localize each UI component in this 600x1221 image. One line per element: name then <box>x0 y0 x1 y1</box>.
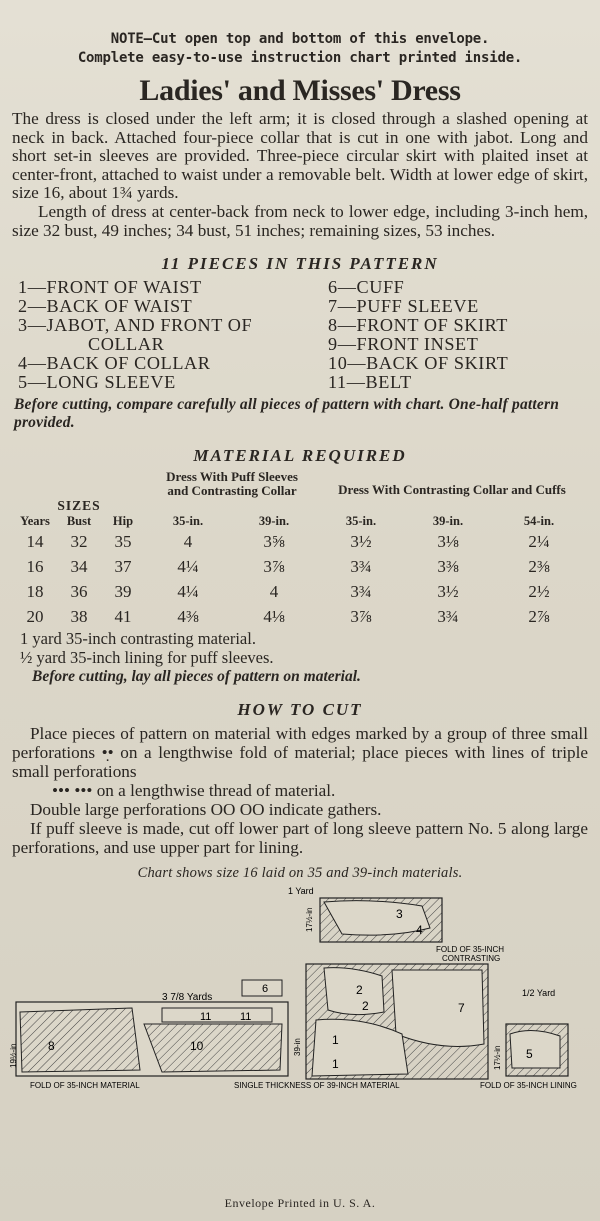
group-contrasting-cuffs-header: Dress With Contrasting Collar and Cuffs <box>338 482 566 498</box>
pieces-right-column <box>328 278 588 392</box>
svg-text:1: 1 <box>332 1057 339 1072</box>
col-39in-b: 39-in. <box>432 514 464 529</box>
piece-item: 2—BACK OF WAIST <box>18 296 193 317</box>
piece-shape <box>324 901 430 938</box>
svg-text:8: 8 <box>48 1039 55 1054</box>
fold-35-lining-label: FOLD OF 35-INCH LINING <box>480 1081 577 1091</box>
pieces-list <box>12 278 588 392</box>
table-row: 18 36 39 4¼ 4 3¾ 3½ 2½ <box>26 582 550 602</box>
svg-text:10: 10 <box>190 1039 204 1054</box>
how-to-cut-paragraph-3: If puff sleeve is made, cut off lower part of long sleeve pattern No. 5 along large perforations, and use upper part for lining. <box>12 819 588 858</box>
piece-item: 6—CUFF <box>328 277 405 298</box>
material-heading: MATERIAL REQUIRED <box>193 446 407 466</box>
description-paragraph-2: Length of dress at center-back from neck to lower edge, including 3-inch hem, size 32 bust, 49 inches; 34 bust, 51 inches; remaining sizes, 53 inches. <box>12 201 588 240</box>
piece-shape <box>20 1008 140 1072</box>
col-54in: 54-in. <box>523 514 555 529</box>
pieces-left-column <box>18 278 328 392</box>
single-39-label: SINGLE THICKNESS OF 39-INCH MATERIAL <box>234 1081 400 1091</box>
piece-item: 7—PUFF SLEEVE <box>328 296 479 317</box>
col-39in-a: 39-in. <box>258 514 290 529</box>
col-bust: Bust <box>66 514 92 529</box>
svg-text:39-in: 39-in <box>293 1038 302 1057</box>
group-puff-sleeves-header: Dress With Puff Sleeves and Contrasting Collar <box>166 469 298 499</box>
description-paragraph-1: The dress is closed under the left arm; it is closed through a slashed opening at neck in back. Attached four-piece collar that is cut in one with jabot. Long and short set-in sleeves are provided. Three-piece circular skirt with plaited inset at center-front, attached to waist under a removable belt. Width at lower edge of skirt, size 16, about 1¾ yards. <box>12 109 588 203</box>
svg-text:FOLD OF 35-INCH: FOLD OF 35-INCH <box>436 945 505 955</box>
svg-text:CONTRASTING: CONTRASTING <box>442 954 501 964</box>
col-35in-b: 35-in. <box>345 514 377 529</box>
piece-shape <box>510 1031 560 1069</box>
lining-note: ½ yard 35-inch lining for puff sleeves. <box>20 648 274 668</box>
piece-item: 10—BACK OF SKIRT <box>328 353 509 374</box>
chart-note: Chart shows size 16 laid on 35 and 39-inch materials. <box>137 865 463 882</box>
piece-item: 4—BACK OF COLLAR <box>18 353 211 374</box>
svg-text:17½-in: 17½-in <box>493 1045 502 1071</box>
how-to-cut-paragraph-1: Place pieces of pattern on material with edges marked by a group of three small perforations •̣• on a lengthwise fold of material; place pieces with lines of triple small perforations ••• ••• on a lengthwise thread of material. <box>12 724 588 801</box>
svg-text:1: 1 <box>332 1033 339 1048</box>
svg-text:1/2 Yard: 1/2 Yard <box>522 988 556 999</box>
piece-shape <box>324 968 384 1015</box>
piece-item: 8—FRONT OF SKIRT <box>328 315 508 336</box>
svg-text:2: 2 <box>362 999 369 1014</box>
contrasting-material-note: 1 yard 35-inch contrasting material. <box>20 629 256 649</box>
svg-text:11: 11 <box>200 1011 212 1024</box>
piece-item: 5—LONG SLEEVE <box>18 372 176 393</box>
piece-shape <box>392 970 484 1046</box>
fold-35-label: FOLD OF 35-INCH MATERIAL <box>30 1081 140 1091</box>
piece-item: 9—FRONT INSET <box>328 334 479 355</box>
piece-item-continuation: COLLAR <box>88 334 165 355</box>
col-hip: Hip <box>112 514 134 529</box>
table-row: 14 32 35 4 3⅝ 3½ 3⅛ 2¼ <box>26 532 550 552</box>
svg-text:17½-in: 17½-in <box>305 907 314 933</box>
printed-in-usa-footer: Envelope Printed in U. S. A. <box>224 1196 376 1210</box>
svg-text:11: 11 <box>240 1011 252 1024</box>
col-35in-a: 35-in. <box>172 514 204 529</box>
how-to-cut-heading: HOW TO CUT <box>237 700 363 720</box>
cutting-layout-svg <box>9 884 588 1104</box>
svg-text:5: 5 <box>526 1047 533 1062</box>
piece-item: 3—JABOT, AND FRONT OF <box>18 315 253 336</box>
cutting-layout-diagram <box>9 884 588 1104</box>
pieces-heading: 11 PIECES IN THIS PATTERN <box>161 254 439 274</box>
cut-open-note: NOTE—Cut open top and bottom of this envelope. Complete easy-to-use instruction chart printed inside. <box>77 31 523 66</box>
how-to-cut-paragraph-2: Double large perforations OO OO indicate gathers. <box>30 800 382 820</box>
svg-text:7: 7 <box>458 1001 465 1016</box>
svg-text:2: 2 <box>356 983 363 998</box>
svg-text:3: 3 <box>396 907 403 922</box>
svg-text:4: 4 <box>416 923 423 938</box>
col-years: Years <box>20 514 50 529</box>
svg-text:3 7/8 Yards: 3 7/8 Yards <box>162 992 213 1004</box>
belt-piece <box>162 1008 272 1022</box>
lay-pieces-note: Before cutting, lay all pieces of pattern on material. <box>32 668 361 686</box>
sizes-label: SIZES <box>57 498 101 514</box>
table-row: 20 38 41 4⅜ 4⅛ 3⅞ 3¾ 2⅞ <box>26 607 550 627</box>
svg-text:1 Yard: 1 Yard <box>288 886 314 897</box>
material-table <box>12 470 586 629</box>
svg-text:19½-in: 19½-in <box>9 1043 18 1069</box>
compare-note: Before cutting, compare carefully all pieces of pattern with chart. One-half pattern provided. <box>14 396 560 432</box>
svg-text:6: 6 <box>262 983 269 996</box>
table-row: 16 34 37 4¼ 3⅞ 3¾ 3⅜ 2⅜ <box>26 557 550 577</box>
piece-item: 1—FRONT OF WAIST <box>18 277 202 298</box>
pattern-title: Ladies' and Misses' Dress <box>139 74 461 107</box>
piece-shape <box>144 1024 282 1072</box>
piece-item: 11—BELT <box>328 372 412 393</box>
